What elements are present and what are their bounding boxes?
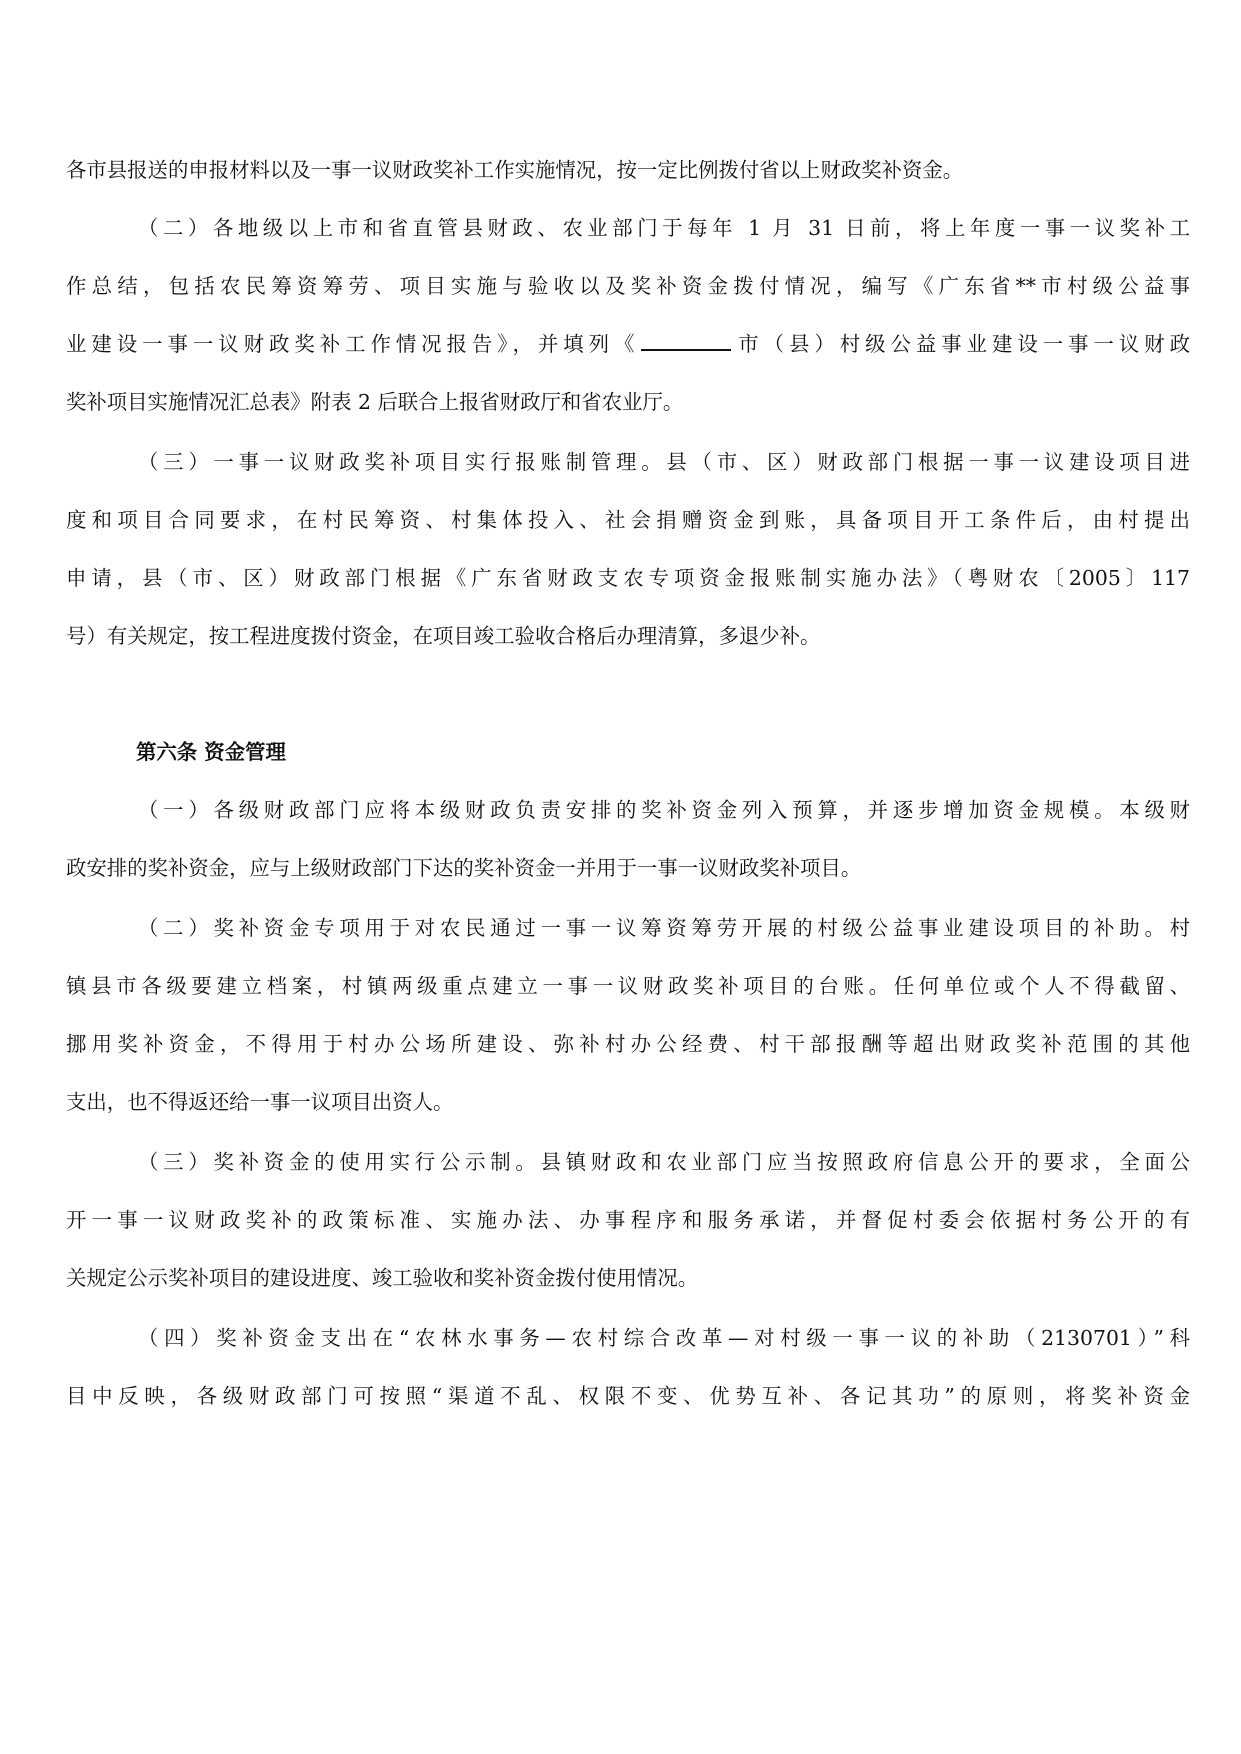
paragraph-line: 支出，也不得返还给一事一议项目出资人。: [66, 1090, 454, 1114]
paragraph-line: 作总结，包括农民筹资筹劳、项目实施与验收以及奖补资金拨付情况，编写《广东省**市村级公益事: [66, 274, 1190, 298]
paragraph-line: 镇县市各级要建立档案，村镇两级重点建立一事一议财政奖补项目的台账。任何单位或个人不得截留、: [66, 974, 1190, 998]
paragraph-line: 关规定公示奖补项目的建设进度、竣工验收和奖补资金拨付使用情况。: [66, 1266, 699, 1290]
section-heading: 第六条 资金管理: [136, 740, 286, 764]
paragraph-line: 号）有关规定，按工程进度拨付资金，在项目竣工验收合格后办理清算，多退少补。: [66, 624, 821, 648]
paragraph-line: （四）奖补资金支出在“农林水事务—农村综合改革—对村级一事一议的补助（2130701）”科: [138, 1326, 1190, 1350]
paragraph-line: 奖补项目实施情况汇总表》附表 2 后联合上报省财政厅和省农业厅。: [66, 390, 684, 414]
text-segment: 业建设一事一议财政奖补工作情况报告》，并填列《: [66, 332, 640, 356]
text-segment: 市（县）村级公益事业建设一事一议财政: [733, 332, 1190, 356]
paragraph-line: 各市县报送的申报材料以及一事一议财政奖补工作实施情况，按一定比例拨付省以上财政奖补资金。: [66, 158, 964, 182]
paragraph-line: （二）各地级以上市和省直管县财政、农业部门于每年 1 月 31 日前，将上年度一事一议奖补工: [138, 216, 1190, 240]
paragraph-line: （三）奖补资金的使用实行公示制。县镇财政和农业部门应当按照政府信息公开的要求，全面公: [138, 1150, 1190, 1174]
paragraph-line: 政安排的奖补资金，应与上级财政部门下达的奖补资金一并用于一事一议财政奖补项目。: [66, 856, 862, 880]
fill-in-blank: [641, 329, 731, 351]
paragraph-line: 申请，县（市、区）财政部门根据《广东省财政支农专项资金报账制实施办法》（粤财农〔2005〕117: [66, 566, 1190, 590]
paragraph-line: [66, 326, 1190, 362]
paragraph-line: （一）各级财政部门应将本级财政负责安排的奖补资金列入预算，并逐步增加资金规模。本级财: [138, 798, 1190, 822]
paragraph-line: （二）奖补资金专项用于对农民通过一事一议筹资筹劳开展的村级公益事业建设项目的补助。村: [138, 916, 1190, 940]
paragraph-line: 度和项目合同要求，在村民筹资、村集体投入、社会捐赠资金到账，具备项目开工条件后，由村提出: [66, 508, 1190, 532]
paragraph-line: （三）一事一议财政奖补项目实行报账制管理。县（市、区）财政部门根据一事一议建设项目进: [138, 450, 1190, 474]
paragraph-line: 开一事一议财政奖补的政策标准、实施办法、办事程序和服务承诺，并督促村委会依据村务公开的有: [66, 1208, 1190, 1232]
paragraph-line: 目中反映，各级财政部门可按照“渠道不乱、权限不变、优势互补、各记其功”的原则，将奖补资金: [66, 1384, 1190, 1408]
paragraph-line: 挪用奖补资金，不得用于村办公场所建设、弥补村办公经费、村干部报酬等超出财政奖补范围的其他: [66, 1032, 1190, 1056]
